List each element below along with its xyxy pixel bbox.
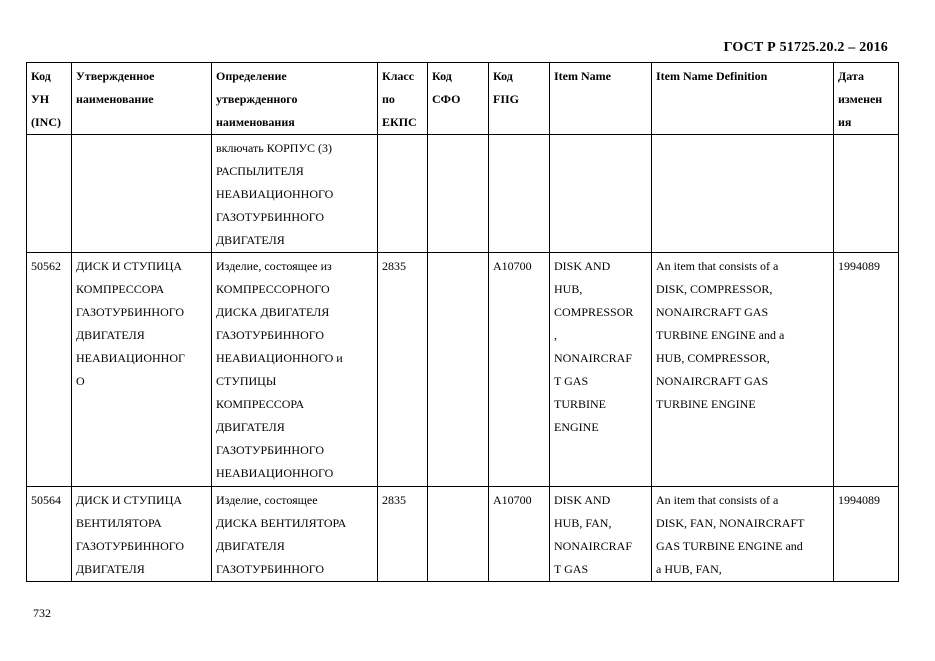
header-text-line: СФО	[432, 92, 461, 106]
cell-text-line: КОМПРЕССОРА	[76, 282, 165, 296]
cell-text-line: 1994089	[838, 493, 880, 507]
cell-text-line: 2835	[382, 493, 406, 507]
header-text-line: УН	[31, 92, 50, 106]
cell-text-line: НЕАВИАЦИОННОГО и	[216, 351, 343, 365]
cell-text-line: HUB,	[554, 282, 583, 296]
cell-text-line: НЕАВИАЦИОННОГО	[216, 466, 334, 480]
table-row	[27, 487, 899, 582]
header-text-line: изменен	[838, 92, 883, 106]
cell-text-line: НЕАВИАЦИОННОГ	[76, 351, 185, 365]
cell-text-line: ДВИГАТЕЛЯ	[216, 420, 285, 434]
header-text-line: Определение	[216, 69, 287, 83]
table-cell	[27, 135, 72, 253]
cell-text-line: ГАЗОТУРБИННОГО	[216, 328, 325, 342]
column-header-fiig	[489, 63, 550, 135]
table-cell	[489, 253, 550, 487]
header-text-line: по	[382, 92, 395, 106]
header-text-line: наименование	[76, 92, 154, 106]
cell-text-line: Изделие, состоящее	[216, 493, 318, 507]
cell-text-line: ENGINE	[554, 420, 599, 434]
cell-text-line: NONAIRCRAFT GAS	[656, 305, 769, 319]
table-header-row	[27, 63, 899, 135]
table-row	[27, 135, 899, 253]
cell-text-line: РАСПЫЛИТЕЛЯ	[216, 164, 304, 178]
table-cell	[72, 487, 212, 582]
header-text-line: утвержденного	[216, 92, 298, 106]
column-header-sfo	[428, 63, 489, 135]
cell-text-line: NONAIRCRAFT GAS	[656, 374, 769, 388]
table-cell	[428, 487, 489, 582]
table-cell	[489, 135, 550, 253]
table-cell	[652, 487, 834, 582]
cell-text-line: COMPRESSOR	[554, 305, 634, 319]
cell-text-line: T GAS	[554, 374, 589, 388]
column-header-item-name-definition	[652, 63, 834, 135]
cell-text-line: ГАЗОТУРБИННОГО	[216, 443, 325, 457]
cell-text-line: ГАЗОТУРБИННОГО	[76, 305, 185, 319]
table-cell	[834, 487, 899, 582]
table-cell	[27, 253, 72, 487]
cell-text-line: DISK, FAN, NONAIRCRAFT	[656, 516, 805, 530]
header-text-line: Класс	[382, 69, 415, 83]
header-text-line: ия	[838, 115, 852, 129]
cell-text-line: НЕАВИАЦИОННОГО	[216, 187, 334, 201]
cell-text-line: ДВИГАТЕЛЯ	[76, 328, 145, 342]
table-cell	[550, 487, 652, 582]
header-text-line: Item Name Definition	[656, 69, 768, 83]
header-text-line: Код	[493, 69, 513, 83]
cell-text-line: TURBINE ENGINE and a	[656, 328, 785, 342]
table-cell	[834, 253, 899, 487]
table-cell	[212, 135, 378, 253]
table-row	[27, 253, 899, 487]
cell-text-line: ДВИГАТЕЛЯ	[216, 233, 285, 247]
cell-text-line: ДИСКА ВЕНТИЛЯТОРА	[216, 516, 347, 530]
cell-text-line: An item that consists of a	[656, 259, 779, 273]
cell-text-line: 2835	[382, 259, 406, 273]
cell-text-line: включать КОРПУС (3)	[216, 141, 332, 155]
table-cell	[652, 253, 834, 487]
cell-text-line: ВЕНТИЛЯТОРА	[76, 516, 162, 530]
table-cell	[378, 487, 428, 582]
table-cell	[378, 135, 428, 253]
cell-text-line: КОМПРЕССОРА	[216, 397, 305, 411]
table-cell	[72, 253, 212, 487]
catalog-table	[26, 62, 899, 582]
column-header-class	[378, 63, 428, 135]
cell-text-line: TURBINE ENGINE	[656, 397, 756, 411]
cell-text-line: HUB, FAN,	[554, 516, 612, 530]
table-cell	[489, 487, 550, 582]
cell-text-line: ДВИГАТЕЛЯ	[76, 562, 145, 576]
header-text-line: (INC)	[31, 115, 61, 129]
table-cell	[834, 135, 899, 253]
cell-text-line: Изделие, состоящее из	[216, 259, 332, 273]
cell-text-line: ГАЗОТУРБИННОГО	[216, 562, 325, 576]
column-header-approved-name	[72, 63, 212, 135]
table-cell	[652, 135, 834, 253]
cell-text-line: ДИСКА ДВИГАТЕЛЯ	[216, 305, 330, 319]
cell-text-line: TURBINE	[554, 397, 606, 411]
cell-text-line: ДВИГАТЕЛЯ	[216, 539, 285, 553]
cell-text-line: An item that consists of a	[656, 493, 779, 507]
cell-text-line: a HUB, FAN,	[656, 562, 722, 576]
cell-text-line: СТУПИЦЫ	[216, 374, 277, 388]
cell-text-line: HUB, COMPRESSOR,	[656, 351, 770, 365]
cell-text-line: ГАЗОТУРБИННОГО	[216, 210, 325, 224]
table-cell	[428, 135, 489, 253]
cell-text-line: ДИСК И СТУПИЦА	[76, 259, 183, 273]
column-header-change-date	[834, 63, 899, 135]
cell-text-line: КОМПРЕССОРНОГО	[216, 282, 330, 296]
table-cell	[212, 253, 378, 487]
header-text-line: Код	[432, 69, 452, 83]
cell-text-line: A10700	[493, 493, 532, 507]
cell-text-line: DISK, COMPRESSOR,	[656, 282, 773, 296]
cell-text-line: DISK AND	[554, 493, 611, 507]
cell-text-line: NONAIRCRAF	[554, 539, 633, 553]
cell-text-line: A10700	[493, 259, 532, 273]
table-cell	[72, 135, 212, 253]
cell-text-line: NONAIRCRAF	[554, 351, 633, 365]
cell-text-line: ДИСК И СТУПИЦА	[76, 493, 183, 507]
header-text-line: ЕКПС	[382, 115, 417, 129]
table-cell	[428, 253, 489, 487]
header-text-line: Утвержденное	[76, 69, 155, 83]
column-header-definition	[212, 63, 378, 135]
table-cell	[550, 253, 652, 487]
cell-text-line: ,	[554, 328, 557, 342]
header-text-line: FIIG	[493, 92, 520, 106]
table-cell	[378, 253, 428, 487]
header-text-line: наименования	[216, 115, 295, 129]
table-cell	[27, 487, 72, 582]
cell-text-line: ГАЗОТУРБИННОГО	[76, 539, 185, 553]
header-text-line: Дата	[838, 69, 864, 83]
cell-text-line: GAS TURBINE ENGINE and	[656, 539, 803, 553]
cell-text-line: T GAS	[554, 562, 589, 576]
cell-text-line: DISK AND	[554, 259, 611, 273]
document-header: ГОСТ Р 51725.20.2 – 2016	[723, 40, 888, 55]
cell-text-line: 50564	[31, 493, 61, 507]
page-number: 732	[33, 606, 51, 620]
cell-text-line: 1994089	[838, 259, 880, 273]
header-text-line: Item Name	[554, 69, 611, 83]
table-cell	[212, 487, 378, 582]
table-cell	[550, 135, 652, 253]
header-text-line: Код	[31, 69, 51, 83]
cell-text-line: О	[76, 374, 85, 388]
column-header-item-name	[550, 63, 652, 135]
column-header-inc	[27, 63, 72, 135]
cell-text-line: 50562	[31, 259, 61, 273]
